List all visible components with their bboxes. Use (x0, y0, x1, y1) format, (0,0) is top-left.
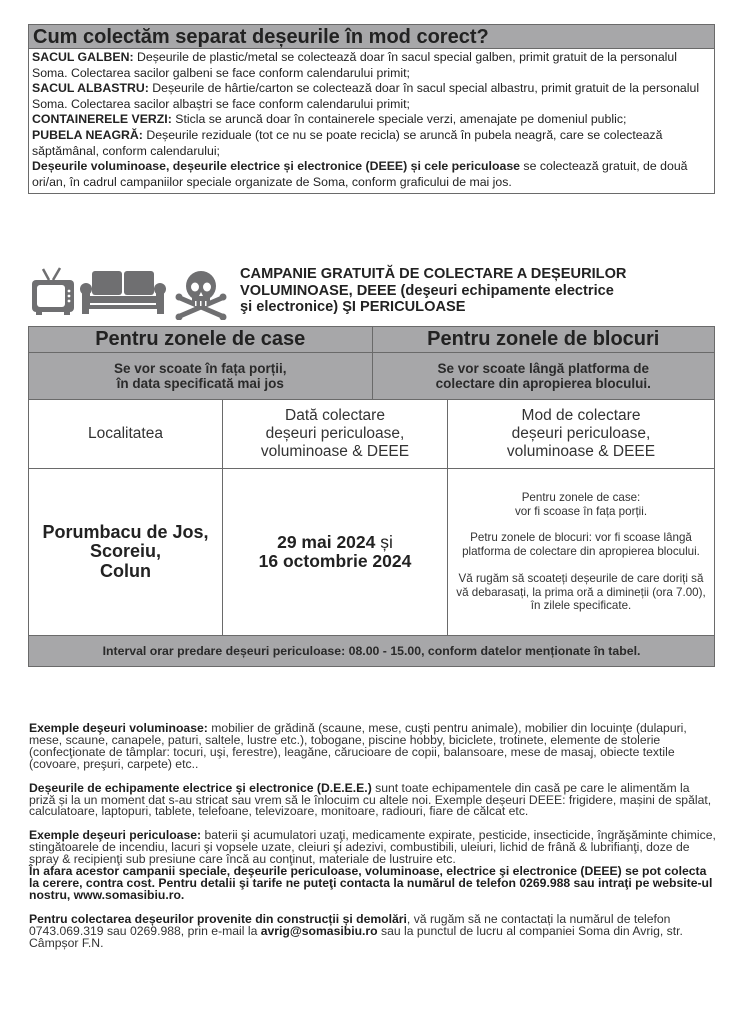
column-header-date (222, 400, 447, 468)
rule-label: CONTAINERELE VERZI: (32, 112, 172, 127)
campaign-heading-line: VOLUMINOASE, DEEE (deşeuri echipamente electrice (240, 282, 614, 299)
blue-bag-rule (32, 81, 711, 112)
yellow-bag-rule (32, 50, 711, 81)
locality-line: Porumbacu de Jos, (42, 521, 209, 542)
instruction-line: Se vor scoate lângă platforma de (437, 360, 650, 376)
column-header-method (447, 400, 714, 468)
header-line: Mod de colectare (521, 407, 641, 424)
zones-instructions-row (29, 353, 714, 400)
campaign-header (30, 264, 720, 320)
note-text: sau la punctul de lucru al companiei Soma din Avrig, str. Câmpșor F.N. (29, 923, 683, 950)
column-header-row (29, 400, 714, 469)
method-note: Vă rugăm să scoateți deșeurile de care doriți să vă debarasați, la prima oră a dimineții (ora 7.00), în zilele specificate. (456, 571, 706, 613)
hazardous-waste-examples (29, 830, 717, 866)
method-line: vor fi scoase în fața porții. (514, 504, 648, 518)
black-bin-rule (32, 128, 711, 159)
locality-cell (29, 469, 222, 635)
notes-section (29, 723, 717, 962)
header-line: deșeuri periculoase, (265, 425, 405, 442)
method-line: Pentru zonele de case: (521, 490, 641, 504)
method-houses (515, 491, 647, 519)
note-label: Exemple deşeuri periculoase: (29, 828, 202, 843)
sofa-icon (80, 271, 166, 314)
note-label: Pentru colectarea deșeurilor provenite din construcții și demolări (29, 911, 407, 926)
campaign-icons (30, 264, 235, 320)
rule-text: Deșeurile de plastic/metal se colectează doar în sacul special galben, primit gratuit de la personalul Soma. Colectarea sacilor galbeni se face conform calendarului primit; (32, 50, 677, 80)
separate-collection-body (29, 49, 714, 193)
blocks-zone-instructions (372, 353, 715, 399)
houses-zone-instructions (29, 353, 372, 399)
header-line: deșeuri periculoase, (511, 425, 651, 442)
header-line: voluminoase & DEEE (506, 443, 656, 460)
bulky-waste-examples (29, 723, 717, 771)
special-waste-rule (32, 159, 711, 190)
note-bold-text: În afara acestor campanii speciale, deşeurile periculoase, voluminoase, electrice şi electronice (DEEE) se pot colecta la cerere, contra cost. Pentru detalii şi tarife ne puteţi contacta la numărul de telefon 0269.988 sau intraţi pe website-ul nostru, www.somasibiu.ro. (29, 864, 713, 902)
rule-text: Sticla se aruncă doar în containerele speciale verzi, amenajate pe domeniul public; (171, 112, 627, 127)
table-row (29, 469, 714, 636)
tv-icon (32, 268, 74, 315)
rule-label: SACUL ALBASTRU: (32, 81, 149, 96)
column-header-locality: Localitatea (88, 425, 163, 442)
campaign-heading-line: CAMPANIE GRATUITĂ DE COLECTARE A DEȘEURILOR (240, 266, 627, 282)
skull-crossbones-icon (176, 271, 227, 320)
locality-line: Colun (99, 560, 151, 581)
method-blocks: Petru zonele de blocuri: vor fi scoase lângă platforma de colectare din apropierea blocului. (462, 531, 700, 559)
rule-label: Deșeurile voluminoase, deșeurile electrice și electronice (DEEE) și cele periculoase (32, 159, 521, 174)
instruction-line: Se vor scoate în fața porții, (113, 360, 287, 376)
collection-schedule-table (28, 326, 715, 667)
blocks-zone-title: Pentru zonele de blocuri (372, 327, 715, 352)
rule-text: Deșeurile reziduale (tot ce nu se poate recicla) se aruncă în pubela neagră, care se colectează săptămânal, conform calendarului; (32, 127, 663, 158)
rule-label: SACUL GALBEN: (32, 50, 134, 64)
houses-zone-title: Pentru zonele de case (95, 328, 306, 350)
construction-waste-note (29, 911, 717, 950)
rule-text: Deșeurile de hârtie/carton se colectează doar în sacul special albastru, primit gratuit de la personalul Soma. Colectarea sacilor albaștri se face conform calendarului primit; (32, 81, 700, 111)
outside-campaign-note (29, 866, 717, 902)
header-line: Dată colectare (285, 407, 385, 424)
note-label: Exemple deşeuri voluminoase: (29, 721, 208, 735)
campaign-heading (240, 266, 720, 316)
note-text: , vă rugăm să ne contactați la numărul de telefon 0743.069.319 sau 0269.988, prin e-mail la (29, 911, 671, 938)
zones-header-row (29, 327, 714, 353)
instruction-line: în data specificată mai jos (116, 376, 284, 391)
campaign-heading-line: şi electronice) ŞI PERICULOASE (240, 299, 466, 315)
locality-line: Scoreiu, (89, 541, 161, 562)
separate-collection-section (28, 24, 715, 194)
collection-date: 16 octombrie 2024 (258, 551, 412, 571)
contact-email: avrig@somasibiu.ro (260, 923, 378, 938)
weee-definition (29, 780, 717, 819)
note-text: mobilier de grădină (scaune, mese, cuşti pentru animale), mobilier din locuinţe (dulapuri, mese, scaune, canapele, paturi, saltele, lustre etc.), tobogane, piscine hobby, biciclete, trotinete, elemente de stolerie (confecţionate de tâmplar: tocuri, uşi, ferestre), leagăne, cărucioare de copii, balansoare, mese de masaj, obiecte textile (covoare, preşuri, carpete) etc.. (29, 721, 687, 771)
date-cell (222, 469, 447, 635)
rule-text: se colectează gratuit, de două ori/an, în cadrul campaniilor speciale organizate de Soma, conform graficului de mai jos. (32, 159, 688, 189)
note-text: baterii şi acumulatori uzaţi, medicamente expirate, pesticide, insecticide, îngrăşăminte chimice, stingătoarele de incendiu, lacuri şi vopsele uzate, cleiuri şi adezivi, combustibili, uleiuri, lichid de frână & lubrifianţi, doze de spray & recipienţi sub presiune care încă au conţinut, materiale de lustruire etc. (29, 828, 716, 867)
section-title: Cum colectăm separat deșeurile în mod corect? (29, 25, 714, 49)
method-cell (447, 469, 714, 635)
rule-label: PUBELA NEAGRĂ: (32, 127, 143, 142)
hazardous-interval: Interval orar predare deșeuri periculoase: 08.00 - 15.00, conform datelor menționate în tabel. (102, 644, 641, 658)
header-line: voluminoase & DEEE (260, 443, 410, 460)
note-label: Deșeurile de echipamente electrice și electronice (D.E.E.E.) (29, 780, 372, 795)
green-container-rule (32, 112, 711, 128)
date-conjunction: și (375, 532, 393, 552)
collection-date: 29 mai 2024 (277, 532, 376, 552)
interval-row (29, 636, 714, 666)
instruction-line: colectare din apropierea blocului. (435, 376, 651, 391)
note-text: sunt toate echipamentele din casă pe care le alimentăm la priză și la un moment dat s-au stricat sau vrem să le înlocuim cu altele noi. Exemple deșeuri DEEE: frigidere, mașini de spălat, calculatoare, laptopuri, tablete, telefoane, televizoare, monitoare, radiouri, fiare de călcat etc. (29, 780, 712, 819)
